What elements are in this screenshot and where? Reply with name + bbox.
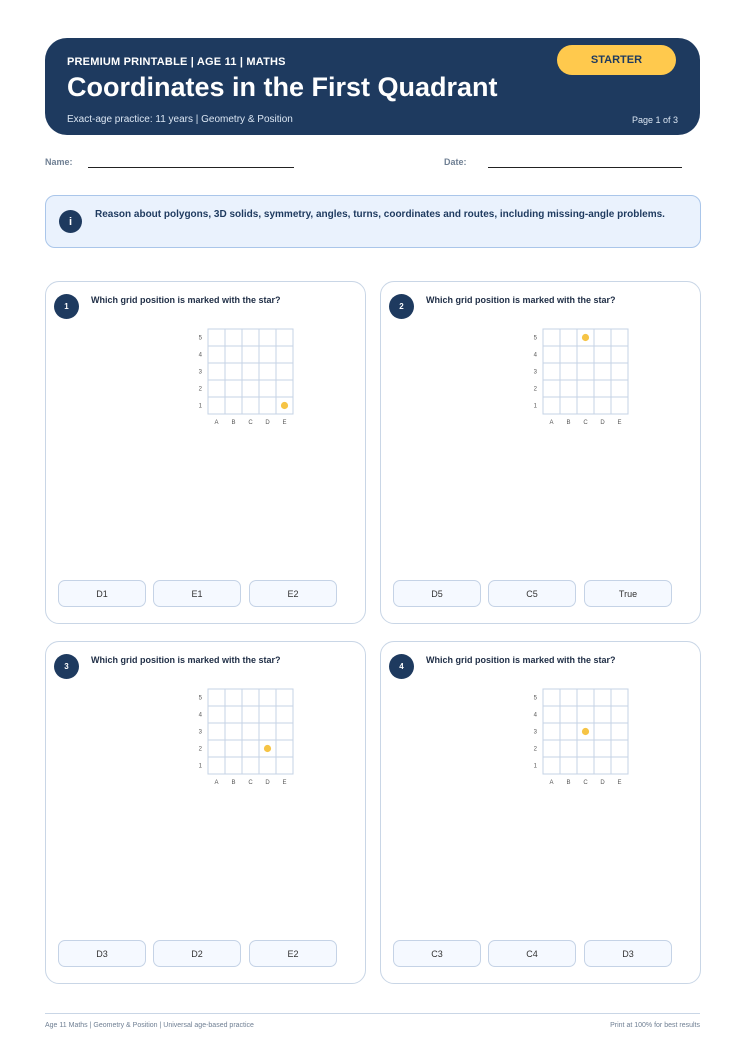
grid-cell: [560, 689, 577, 706]
grid-cell: [594, 740, 611, 757]
footer-text: Age 11 Maths | Geometry & Position | Universal age-based practice: [45, 1022, 254, 1029]
grid-cell: [242, 346, 259, 363]
grid-cell: [208, 723, 225, 740]
grid-cell: [611, 757, 628, 774]
question-card-2: [380, 281, 701, 624]
name-line: [88, 167, 294, 168]
grid-cell: [560, 346, 577, 363]
grid-cell: [225, 689, 242, 706]
row-label: 2: [198, 386, 202, 393]
star-marker: [582, 334, 589, 341]
question-number: 3: [54, 654, 79, 679]
column-label: D: [600, 420, 605, 426]
grid-cell: [242, 757, 259, 774]
grid-cell: [242, 380, 259, 397]
star-marker: [281, 402, 288, 409]
grid-cell: [577, 346, 594, 363]
grid-cell: [543, 329, 560, 346]
grid-cell: [611, 689, 628, 706]
grid-cell: [259, 380, 276, 397]
grid-cell: [560, 723, 577, 740]
grid-cell: [259, 706, 276, 723]
coordinate-grid: [146, 326, 306, 426]
question-text: Which grid position is marked with the star?: [426, 655, 616, 665]
grid-cell: [276, 363, 293, 380]
grid-cell: [208, 740, 225, 757]
grid-cell: [577, 706, 594, 723]
grid-cell: [611, 329, 628, 346]
footer-print-note: Print at 100% for best results: [610, 1022, 700, 1029]
grid-cell: [242, 363, 259, 380]
grid-cell: [543, 757, 560, 774]
column-label: A: [214, 420, 219, 426]
star-marker: [582, 728, 589, 735]
grid-cell: [594, 346, 611, 363]
grid-cell: [276, 723, 293, 740]
grid-cell: [208, 329, 225, 346]
grid-cell: [276, 346, 293, 363]
grid-cell: [560, 706, 577, 723]
grid-cell: [259, 723, 276, 740]
row-label: 4: [198, 352, 202, 359]
grid-cell: [225, 723, 242, 740]
grid-cell: [276, 706, 293, 723]
column-label: C: [248, 420, 253, 426]
question-number: 4: [389, 654, 414, 679]
row-label: 1: [198, 403, 202, 410]
grid-cell: [577, 757, 594, 774]
grid-cell: [225, 757, 242, 774]
answer-option[interactable]: D3: [584, 940, 672, 967]
row-label: 2: [198, 746, 202, 753]
answer-option[interactable]: E1: [153, 580, 241, 607]
grid-cell: [594, 329, 611, 346]
grid-cell: [543, 363, 560, 380]
grid-cell: [543, 380, 560, 397]
coordinate-grid: [481, 686, 641, 786]
grid-cell: [259, 329, 276, 346]
row-label: 5: [533, 335, 537, 342]
answer-option[interactable]: E2: [249, 940, 337, 967]
grid-cell: [208, 363, 225, 380]
answer-option[interactable]: C3: [393, 940, 481, 967]
column-label: E: [617, 420, 622, 426]
grid-cell: [259, 689, 276, 706]
page-number: Page 1 of 3: [631, 115, 678, 125]
grid-cell: [611, 380, 628, 397]
worksheet-header: [45, 38, 700, 135]
grid-cell: [611, 740, 628, 757]
row-label: 1: [533, 403, 537, 410]
column-label: B: [231, 420, 236, 426]
level-badge: STARTER: [557, 45, 676, 75]
grid-cell: [594, 689, 611, 706]
grid-cell: [543, 346, 560, 363]
column-label: A: [214, 780, 219, 786]
column-label: C: [248, 780, 253, 786]
date-label: Date:: [444, 157, 467, 167]
question-text: Which grid position is marked with the star?: [426, 295, 616, 305]
grid-cell: [208, 346, 225, 363]
grid-cell: [242, 329, 259, 346]
grid-cell: [259, 397, 276, 414]
grid-cell: [577, 689, 594, 706]
column-label: E: [282, 420, 287, 426]
row-label: 2: [533, 386, 537, 393]
grid-cell: [594, 380, 611, 397]
grid-cell: [242, 706, 259, 723]
column-label: E: [617, 780, 622, 786]
grid-cell: [560, 363, 577, 380]
grid-cell: [208, 397, 225, 414]
grid-cell: [208, 706, 225, 723]
row-label: 4: [533, 712, 537, 719]
header-subline: Exact-age practice: 11 years | Geometry & Position: [67, 114, 293, 125]
grid-cell: [259, 363, 276, 380]
row-label: 5: [533, 695, 537, 702]
grid-cell: [594, 757, 611, 774]
grid-cell: [577, 363, 594, 380]
column-label: B: [566, 780, 571, 786]
column-label: D: [265, 780, 270, 786]
info-icon: i: [59, 210, 82, 233]
row-label: 3: [198, 369, 202, 376]
date-line: [488, 167, 682, 168]
column-label: A: [549, 780, 554, 786]
grid-cell: [560, 397, 577, 414]
info-text: Reason about polygons, 3D solids, symmetry, angles, turns, coordinates and routes, including missing-angle problems.: [95, 209, 665, 220]
grid-cell: [543, 689, 560, 706]
row-label: 5: [198, 695, 202, 702]
grid-cell: [225, 706, 242, 723]
grid-cell: [560, 740, 577, 757]
grid-cell: [560, 380, 577, 397]
answer-option[interactable]: D5: [393, 580, 481, 607]
row-label: 3: [533, 369, 537, 376]
answer-option[interactable]: D1: [58, 580, 146, 607]
column-label: A: [549, 420, 554, 426]
grid-cell: [259, 346, 276, 363]
grid-cell: [225, 363, 242, 380]
question-number: 1: [54, 294, 79, 319]
question-card-4: [380, 641, 701, 984]
column-label: B: [231, 780, 236, 786]
grid-cell: [543, 723, 560, 740]
row-label: 1: [533, 763, 537, 770]
question-card-1: [45, 281, 366, 624]
answer-option[interactable]: C5: [488, 580, 576, 607]
header-kicker: PREMIUM PRINTABLE | AGE 11 | MATHS: [67, 56, 286, 68]
page-title: Coordinates in the First Quadrant: [67, 72, 498, 102]
grid-cell: [611, 397, 628, 414]
grid-cell: [577, 740, 594, 757]
info-callout: [45, 195, 701, 248]
grid-cell: [276, 329, 293, 346]
grid-cell: [208, 689, 225, 706]
row-label: 4: [198, 712, 202, 719]
answer-option[interactable]: D3: [58, 940, 146, 967]
column-label: B: [566, 420, 571, 426]
grid-cell: [225, 740, 242, 757]
row-label: 1: [198, 763, 202, 770]
grid-cell: [577, 380, 594, 397]
footer-divider: [45, 1013, 700, 1014]
grid-cell: [594, 363, 611, 380]
grid-cell: [225, 329, 242, 346]
grid-cell: [225, 346, 242, 363]
question-card-3: [45, 641, 366, 984]
row-label: 3: [198, 729, 202, 736]
row-label: 3: [533, 729, 537, 736]
column-label: D: [265, 420, 270, 426]
grid-cell: [560, 757, 577, 774]
grid-cell: [560, 329, 577, 346]
grid-cell: [594, 723, 611, 740]
column-label: E: [282, 780, 287, 786]
grid-cell: [543, 740, 560, 757]
grid-cell: [276, 380, 293, 397]
grid-cell: [543, 397, 560, 414]
name-label: Name:: [45, 157, 73, 167]
grid-cell: [611, 363, 628, 380]
grid-cell: [208, 380, 225, 397]
grid-cell: [611, 706, 628, 723]
question-text: Which grid position is marked with the star?: [91, 295, 281, 305]
grid-cell: [225, 397, 242, 414]
column-label: C: [583, 420, 588, 426]
column-label: D: [600, 780, 605, 786]
grid-cell: [611, 346, 628, 363]
grid-cell: [577, 397, 594, 414]
column-label: C: [583, 780, 588, 786]
row-label: 2: [533, 746, 537, 753]
grid-cell: [611, 723, 628, 740]
answer-option[interactable]: True: [584, 580, 672, 607]
grid-cell: [276, 689, 293, 706]
answer-option[interactable]: C4: [488, 940, 576, 967]
star-marker: [264, 745, 271, 752]
grid-cell: [543, 706, 560, 723]
grid-cell: [242, 689, 259, 706]
row-label: 4: [533, 352, 537, 359]
question-text: Which grid position is marked with the star?: [91, 655, 281, 665]
grid-cell: [276, 740, 293, 757]
grid-cell: [276, 757, 293, 774]
grid-cell: [242, 723, 259, 740]
grid-cell: [225, 380, 242, 397]
coordinate-grid: [146, 686, 306, 786]
question-number: 2: [389, 294, 414, 319]
grid-cell: [259, 757, 276, 774]
row-label: 5: [198, 335, 202, 342]
grid-cell: [594, 706, 611, 723]
answer-option[interactable]: E2: [249, 580, 337, 607]
answer-option[interactable]: D2: [153, 940, 241, 967]
grid-cell: [242, 397, 259, 414]
coordinate-grid: [481, 326, 641, 426]
grid-cell: [242, 740, 259, 757]
grid-cell: [208, 757, 225, 774]
grid-cell: [594, 397, 611, 414]
